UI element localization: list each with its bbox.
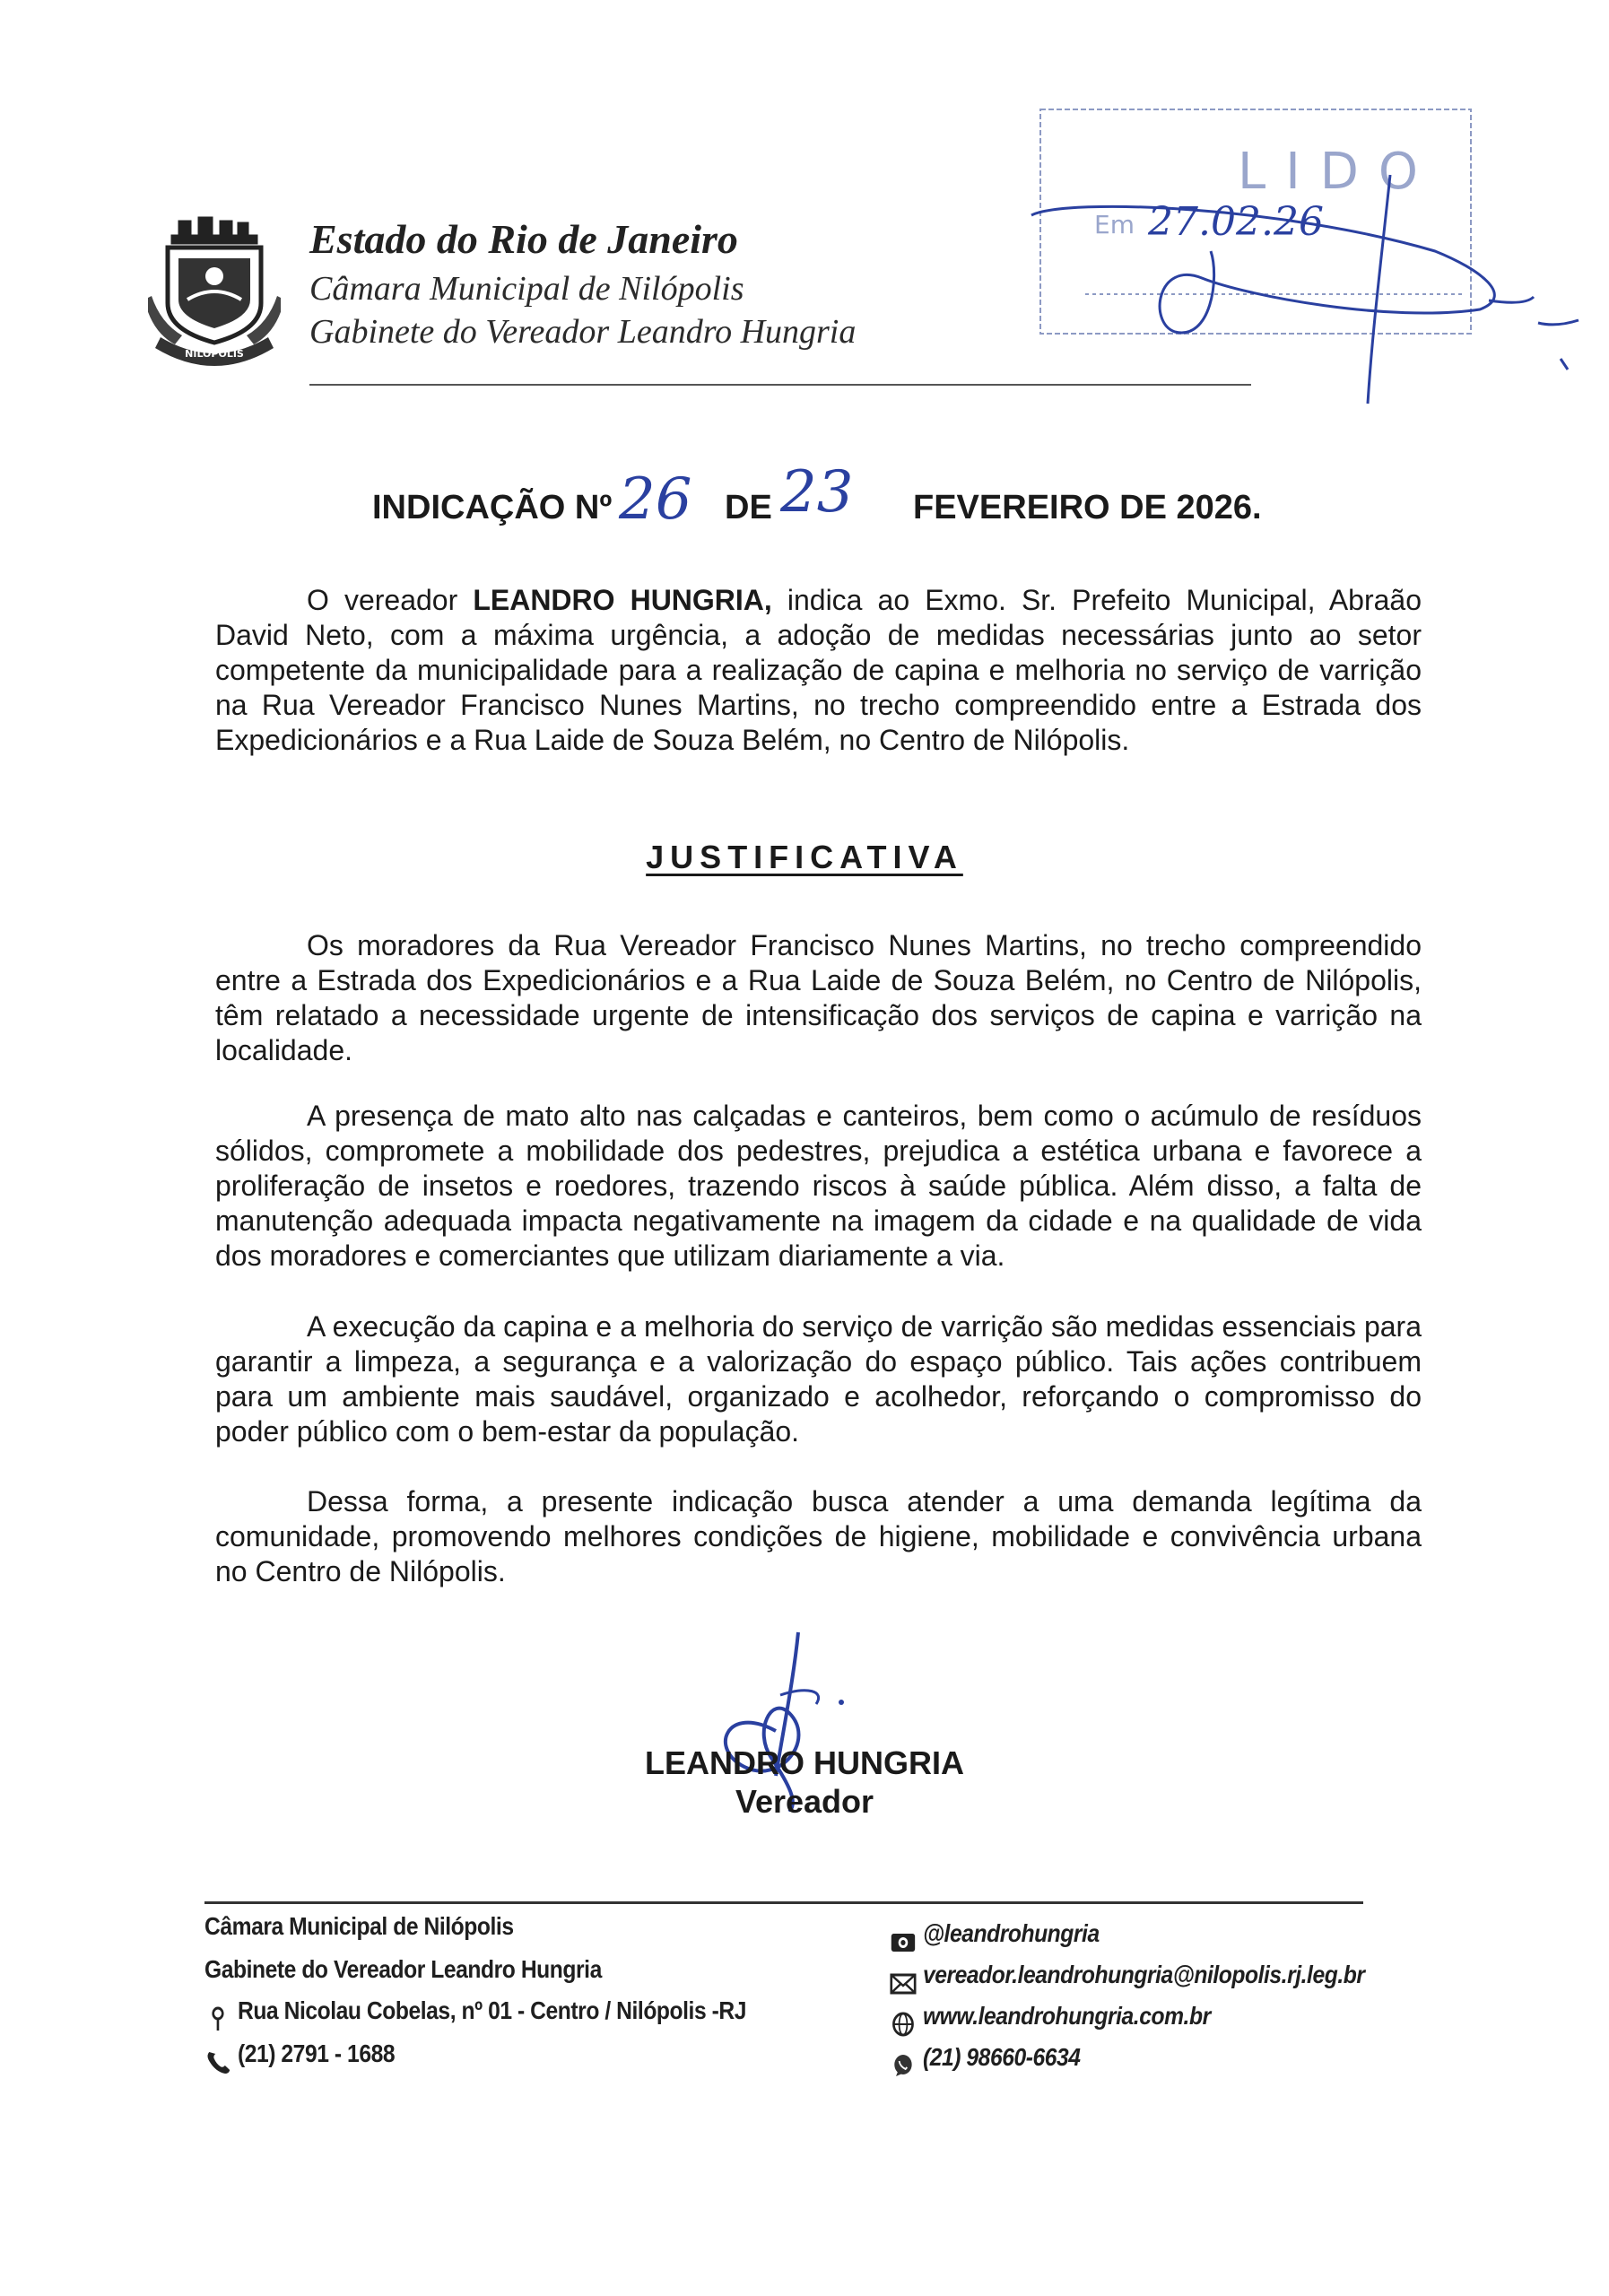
crest-icon — [148, 213, 281, 366]
crest-label: NILÓPOLIS — [185, 348, 244, 360]
footer-phone: (21) 2791 - 1688 — [237, 2039, 396, 2067]
title-suffix: FEVEREIRO DE 2026. — [913, 489, 1262, 526]
footer-instagram: @leandrohungria — [922, 1919, 1100, 1947]
footer-whatsapp-line — [890, 2032, 1081, 2083]
map-pin-icon — [204, 1999, 231, 2026]
intro-paragraph — [215, 583, 1422, 758]
title-day-handwritten: 23 — [780, 459, 854, 526]
whatsapp-icon — [890, 2046, 917, 2073]
title-prefix: INDICAÇÃO Nº — [372, 489, 613, 526]
stamp-label: LIDO — [1238, 143, 1438, 201]
intro-text-2: indica ao Exmo. Sr. Prefeito Municipal, Abraão David Neto, com a máxima urgência, a adoção de medidas necessárias junto ao setor competente da municipalidade para a realização de capina e melhoria no serviço de varrição na Rua Vereador Francisco Nunes Martins, no trecho compreendido entre a Estrada dos Expedicionários e a Rua Laide de Souza Belém, no Centro de Nilópolis. — [215, 584, 1422, 756]
stamp-date-prefix: Em — [1094, 210, 1135, 239]
justification-title: JUSTIFICATIVA — [646, 839, 963, 875]
footer-email: vereador.leandrohungria@nilopolis.rj.leg.br — [922, 1961, 1365, 1988]
mail-icon — [890, 1963, 917, 1990]
header-state: Estado do Rio de Janeiro — [309, 216, 738, 262]
footer-website: www.leandrohungria.com.br — [922, 2002, 1211, 2030]
footer-office: Gabinete do Vereador Leandro Hungria — [204, 1955, 602, 1983]
justification-paragraph-1: Os moradores da Rua Vereador Francisco Nunes Martins, no trecho compreendido entre a Estrada dos Expedicionários e a Rua Laide de Souza Belém, no Centro de Nilópolis, têm relatado a necessidade urgente de intensificação dos serviços de capina e varrição na localidade. — [215, 929, 1422, 1066]
stamp-date: 27.02.26 — [1148, 199, 1324, 245]
justification-paragraph-2: A presença de mato alto nas calçadas e canteiros, bem como o acúmulo de resíduos sólidos, compromete a mobilidade dos pedestres, prejudica a estética urbana e favorece a proliferação de insetos e roedores, trazendo riscos à saúde pública. Além disso, a falta de manutenção adequada impacta negativamente na imagem da cidade e na qualidade de vida dos moradores e comerciantes que utilizam diariamente a via. — [215, 1100, 1422, 1272]
phone-icon — [204, 2042, 231, 2069]
camera-icon — [890, 1922, 917, 1949]
councilor-name: LEANDRO HUNGRIA, — [473, 584, 772, 616]
received-stamp — [1013, 99, 1587, 422]
intro-text-1: O vereador — [307, 584, 474, 616]
footer-chamber: Câmara Municipal de Nilópolis — [204, 1912, 514, 1940]
signatory-name: LEANDRO HUNGRIA — [645, 1744, 964, 1781]
footer-whatsapp: (21) 98660-6634 — [922, 2043, 1081, 2071]
footer-address: Rua Nicolau Cobelas, nº 01 - Centro / Nilópolis -RJ — [237, 1996, 747, 2024]
title-de: DE — [725, 489, 772, 526]
justification-paragraph-4: Dessa forma, a presente indicação busca atender a uma demanda legítima da comunidade, promovendo melhores condições de higiene, mobilidade e convivência urbana no Centro de Nilópolis. — [215, 1485, 1422, 1587]
title-number-handwritten: 26 — [619, 466, 692, 533]
footer-phone-line — [204, 2029, 395, 2079]
header-chamber: Câmara Municipal de Nilópolis — [309, 270, 744, 308]
justification-paragraph-3: A execução da capina e a melhoria do serviço de varrição são medidas essenciais para garantir a limpeza, a segurança e a valorização do espaço público. Tais ações contribuem para um ambiente mais saudável, organizado e acolhedor, reforçando o compromisso do poder público com o bem-estar da população. — [215, 1310, 1422, 1448]
header-office: Gabinete do Vereador Leandro Hungria — [309, 313, 857, 351]
signatory-role: Vereador — [735, 1783, 874, 1820]
globe-icon — [890, 2005, 917, 2031]
